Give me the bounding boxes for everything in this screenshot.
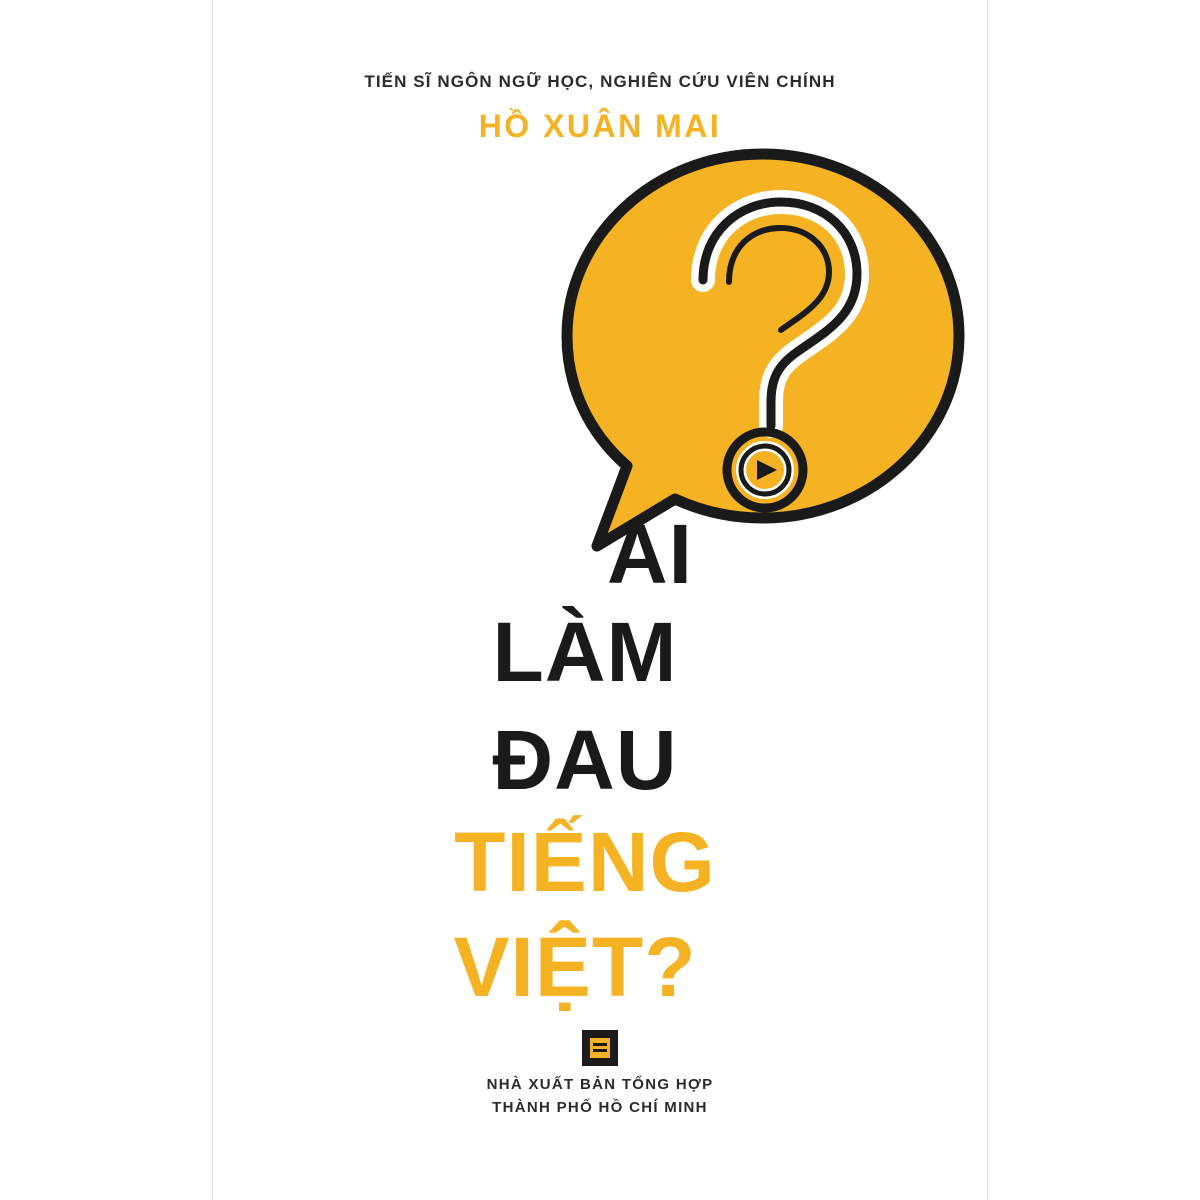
publisher-name-line-1: NHÀ XUẤT BẢN TỔNG HỢP bbox=[486, 1076, 714, 1093]
cover-page bbox=[212, 0, 988, 1200]
title-line-2: LÀM bbox=[492, 605, 678, 699]
publisher-block bbox=[213, 1030, 987, 1119]
title-line-3: ĐAU bbox=[492, 713, 678, 807]
title-line-1: AI bbox=[607, 507, 693, 601]
author-name: HỒ XUÂN MAI bbox=[478, 108, 722, 144]
title-line-4: TIẾNG bbox=[454, 815, 716, 909]
publisher-logo-icon bbox=[582, 1030, 618, 1066]
publisher-name-line-2: THÀNH PHỐ HỒ CHÍ MINH bbox=[492, 1098, 708, 1116]
speech-bubble-question-mark-icon bbox=[553, 140, 973, 560]
author-credentials: TIẾN SĨ NGÔN NGỮ HỌC, NGHIÊN CỨU VIÊN CHÍNH bbox=[364, 72, 836, 91]
title-line-5: VIỆT? bbox=[453, 920, 697, 1014]
